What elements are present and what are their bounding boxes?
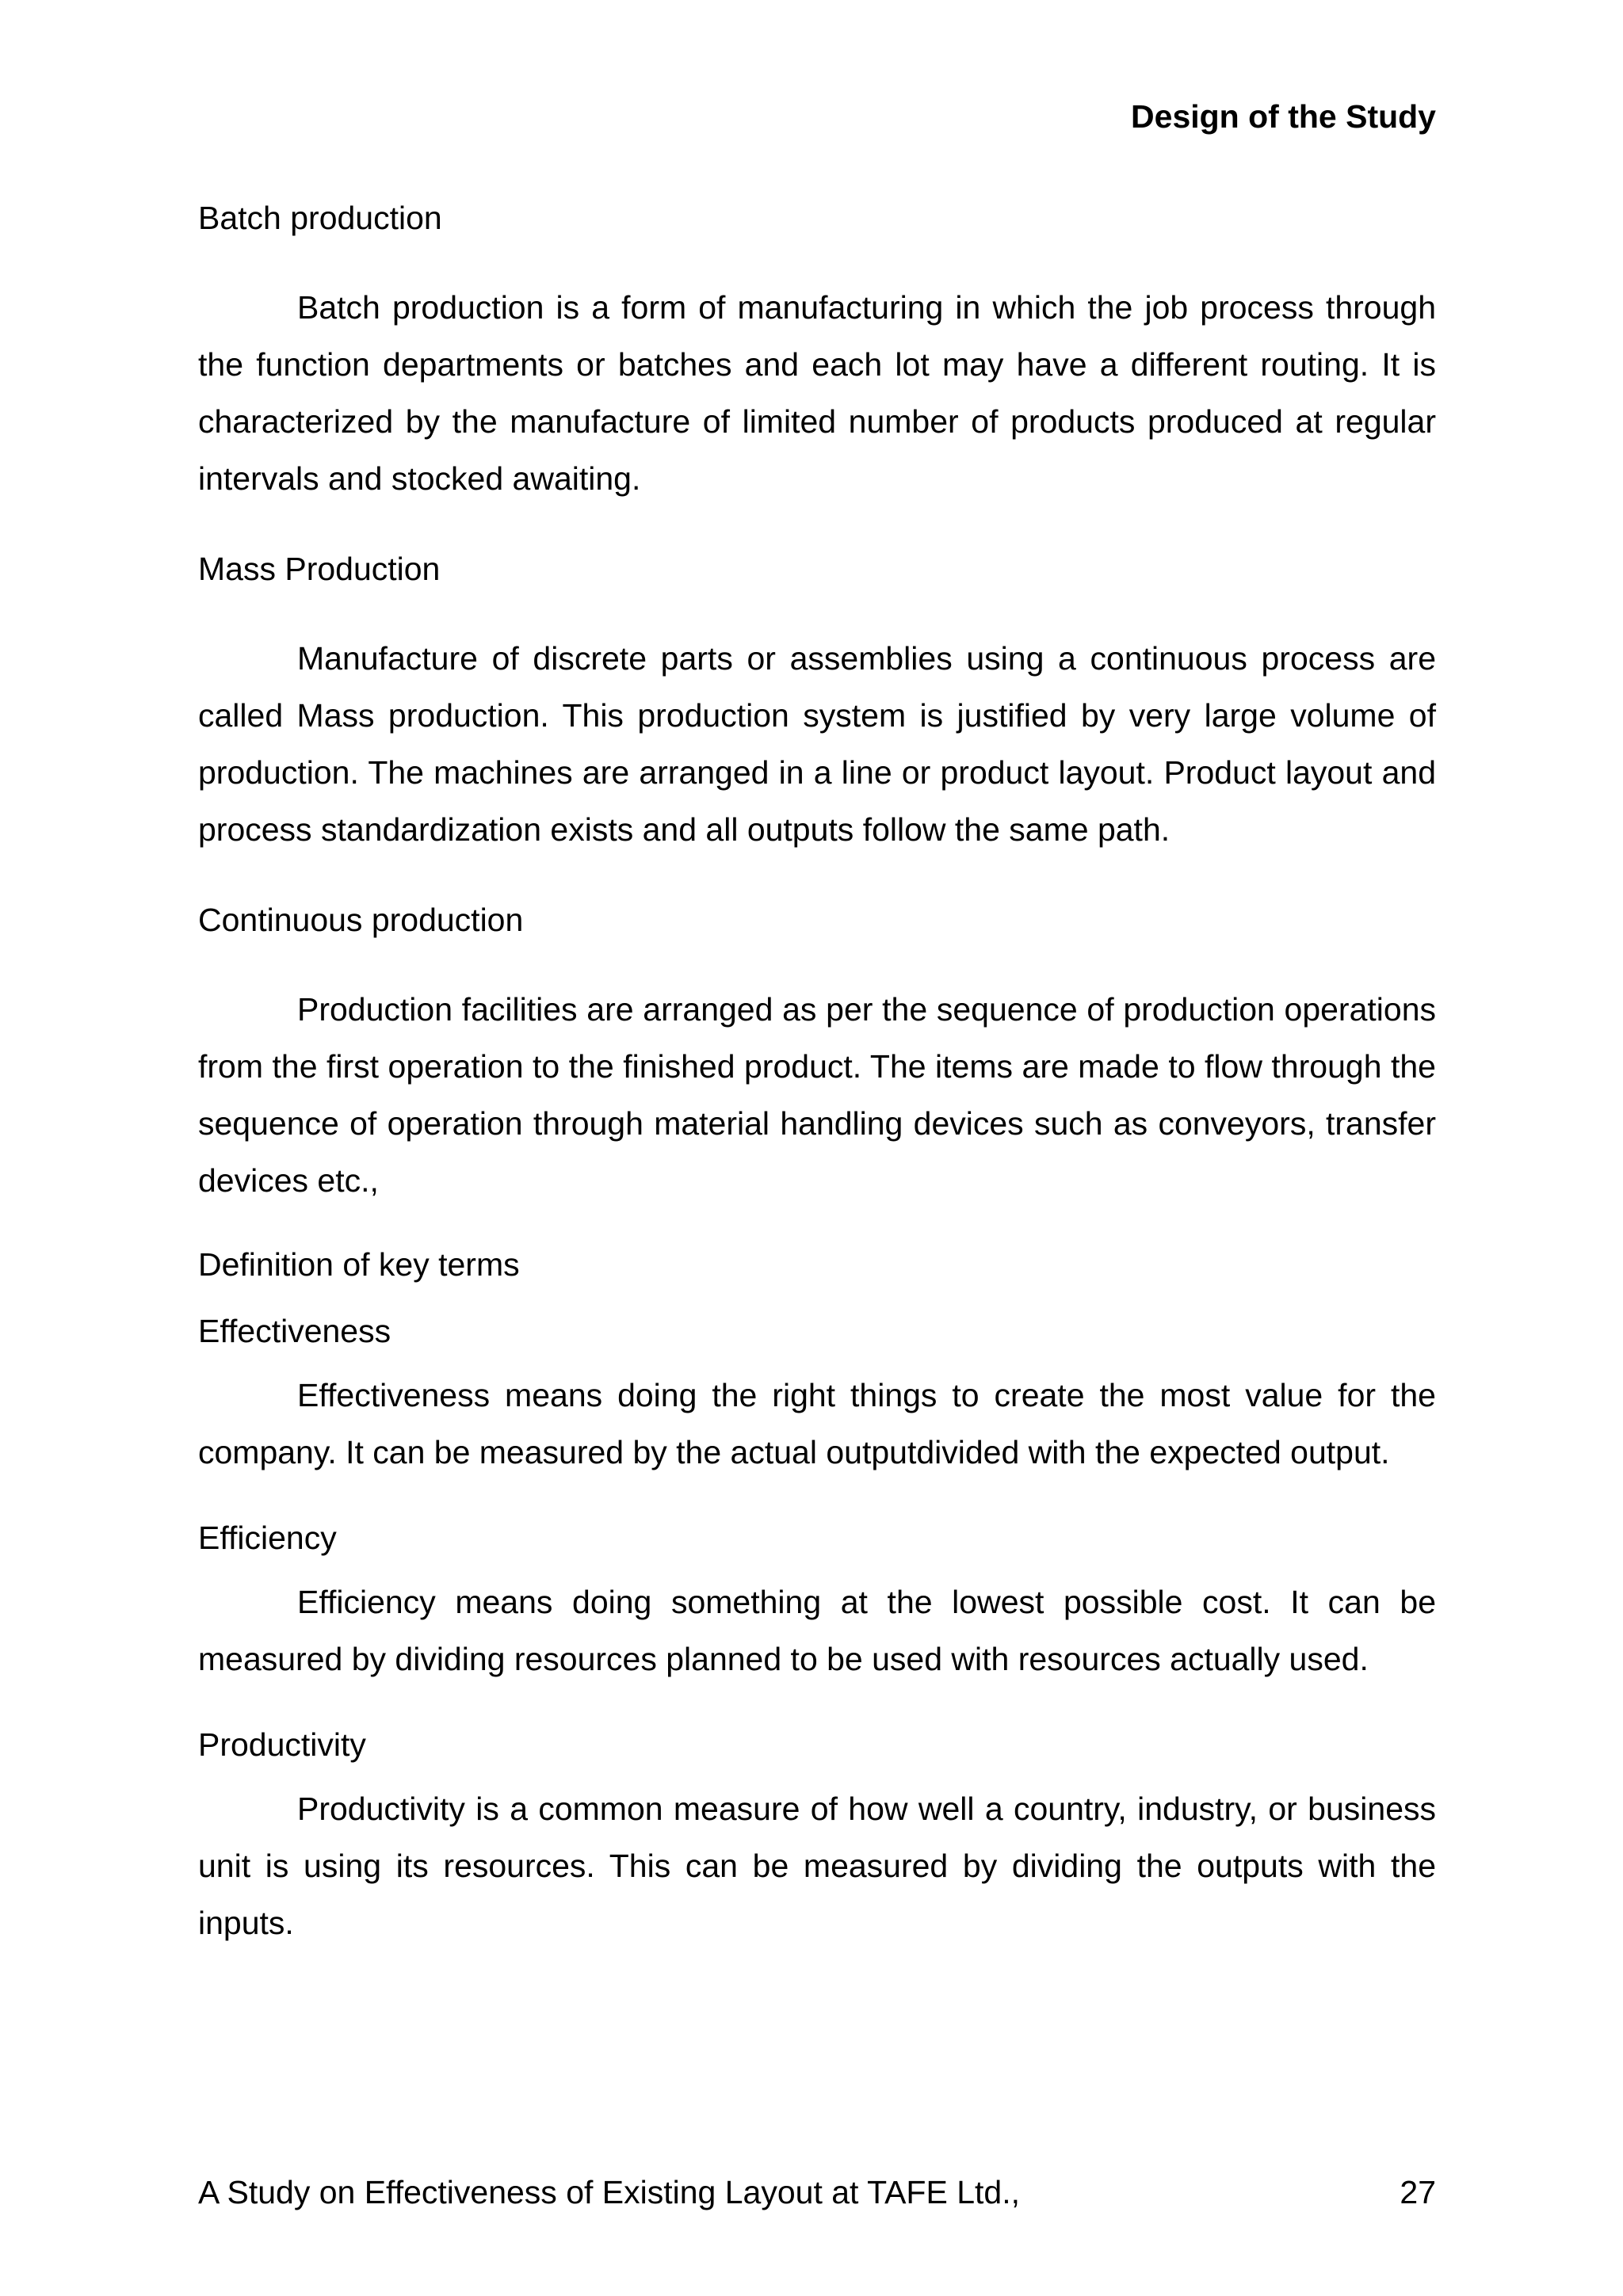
footer-document-title: A Study on Effectiveness of Existing Layout at TAFE Ltd., [198,2174,1020,2210]
term-definition-productivity: Productivity is a common measure of how well a country, industry, or business unit is using its resources. This can be measured by dividing the outputs with the inputs. [198,1791,1436,1941]
term-definition-efficiency: Efficiency means doing something at the lowest possible cost. It can be measured by dividing resources planned to be used with resources actually used. [198,1584,1436,1677]
key-terms-heading: Definition of key terms [198,1246,520,1283]
term-heading-efficiency: Efficiency [198,1520,337,1556]
section-heading-mass-production: Mass Production [198,551,441,587]
section-heading-batch-production: Batch production [198,200,442,236]
section-heading-continuous-production: Continuous production [198,902,524,938]
section-body-continuous-production: Production facilities are arranged as per the sequence of production operations from the first operation to the finished product. The items are made to flow through the sequence of operation through material handling devices such as conveyors, transfer devices etc., [198,991,1436,1199]
section-body-batch-production: Batch production is a form of manufacturing in which the job process through the function departments or batches and each lot may have a different routing. It is characterized by the manufacture of limited number of products produced at regular intervals and stocked awaiting. [198,289,1436,497]
term-heading-productivity: Productivity [198,1726,366,1763]
footer-page-number: 27 [1400,2174,1436,2210]
section-body-mass-production: Manufacture of discrete parts or assemblies using a continuous process are called Mass production. This production system is justified by very large volume of production. The machines are arranged in a line or product layout. Product layout and process standardization exists and all outputs follow the same path. [198,640,1436,848]
term-definition-effectiveness: Effectiveness means doing the right things to create the most value for the company. It can be measured by the actual outputdivided with the expected output. [198,1377,1436,1470]
term-heading-effectiveness: Effectiveness [198,1313,391,1349]
running-header: Design of the Study [1131,98,1436,135]
